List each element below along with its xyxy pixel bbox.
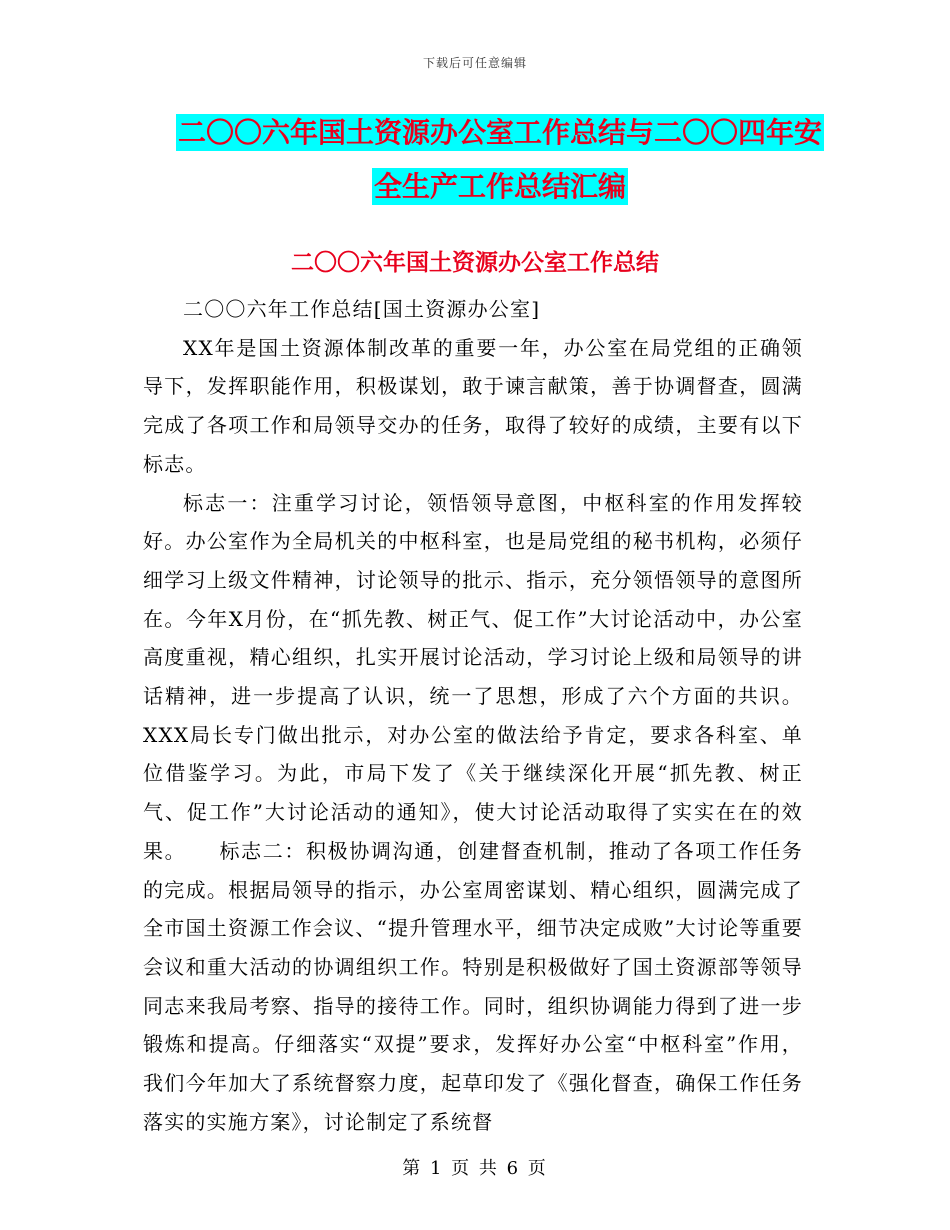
paragraph-intro: XX年是国土资源体制改革的重要一年，办公室在局党组的正确领导下，发挥职能作用，积极谋划，敢于谏言献策，善于协调督查，圆满完成了各项工作和局领导交办的任务，取得了较好的成绩，主要有以下标志。 (143, 335, 803, 476)
page-footer (0, 1154, 950, 1180)
body-text (143, 290, 803, 1141)
document-title-line-1: 二〇〇六年国土资源办公室工作总结与二〇〇四年安 (177, 116, 822, 149)
subtitle-paragraph: 二〇〇六年工作总结[国土资源办公室] (183, 297, 541, 321)
footer-prefix: 第 (402, 1158, 423, 1179)
paragraph-marks: 标志一：注重学习讨论，领悟领导意图，中枢科室的作用发挥较好。办公室作为全局机关的中枢科室，也是局党组的秘书机构，必须仔细学习上级文件精神，讨论领导的批示、指示，充分领悟领导的意图所在。今年X月份，在“抓先教、树正气、促工作”大讨论活动中，办公室高度重视，精心组织，扎实开展讨论活动，学习讨论上级和局领导的讲话精神，进一步提高了认识，统一了思想，形成了六个方面的共识。XXX局长专门做出批示，对办公室的做法给予肯定，要求各科室、单位借鉴学习。为此，市局下发了《关于继续深化开展“抓先教、树正气、促工作”大讨论活动的通知》，使大讨论活动取得了实实在在的效果。 标志二：积极协调沟通，创建督查机制，推动了各项工作任务的完成。根据局领导的指示，办公室周密谋划、精心组织，圆满完成了全市国土资源工作会议、“提升管理水平，细节决定成败”大讨论等重要会议和重大活动的协调组织工作。特别是积极做好了国土资源部等领导同志来我局考察、指导的接待工作。同时，组织协调能力得到了进一步锻炼和提高。仔细落实“双提”要求，发挥好办公室“中枢科室”作用，我们今年加大了系统督察力度，起草印发了《强化督查，确保工作任务落实的实施方案》，讨论制定了系统督 (143, 490, 803, 1134)
page-total: 6 (506, 1158, 521, 1179)
document-title-line-2: 全生产工作总结汇编 (373, 170, 626, 203)
footer-suffix: 页 (527, 1158, 548, 1179)
document-title (120, 106, 880, 214)
page-number: 1 (429, 1158, 444, 1179)
header-note: 下载后可任意编辑 (422, 56, 527, 70)
footer-middle: 页 共 (451, 1158, 499, 1179)
section-title: 二〇〇六年国土资源办公室工作总结 (291, 250, 659, 276)
